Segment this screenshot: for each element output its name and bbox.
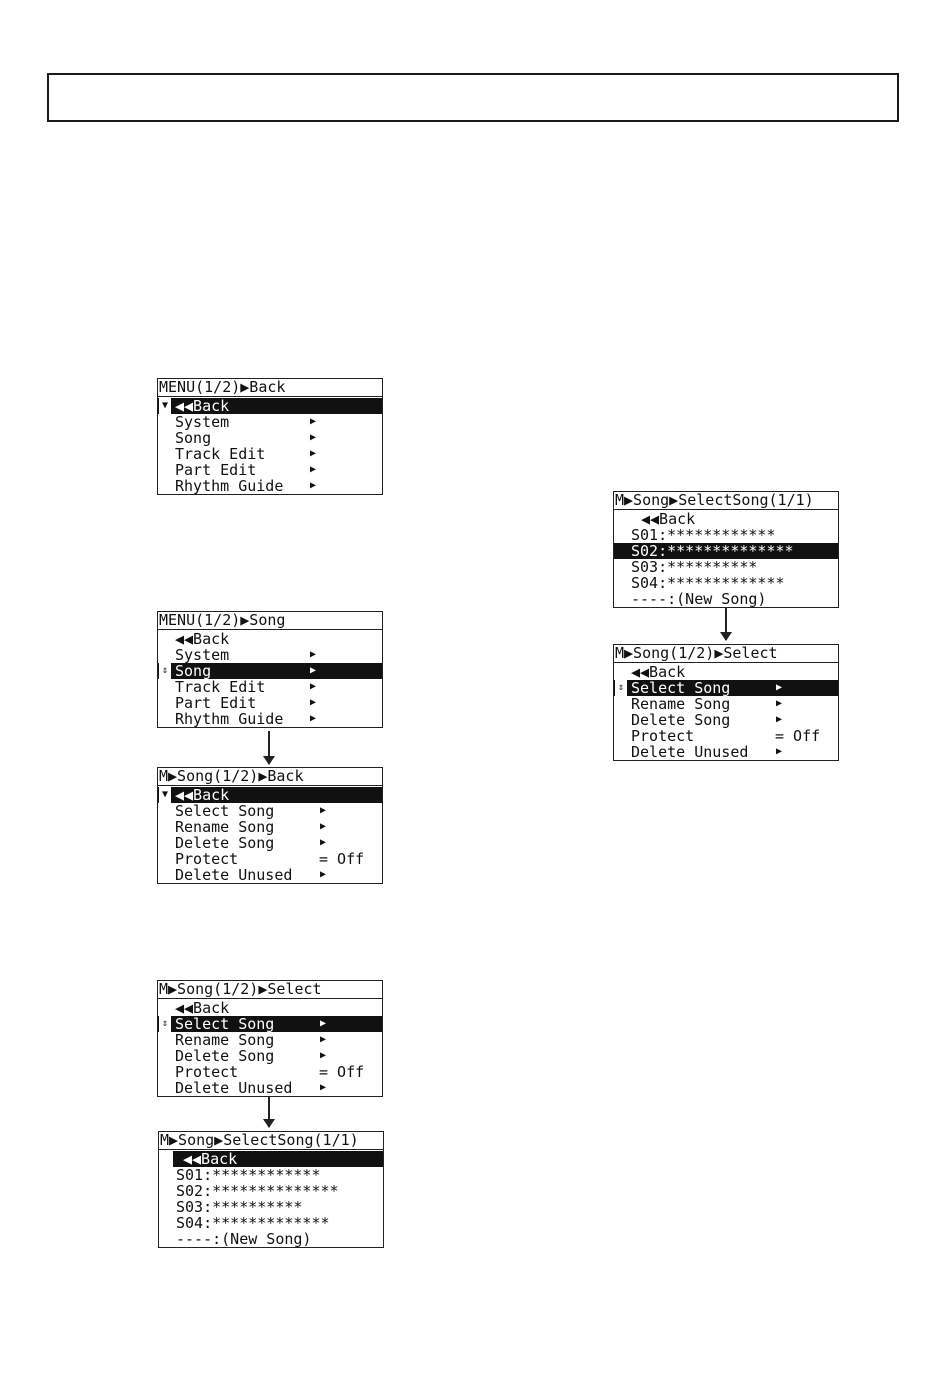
song-item-s03[interactable]	[614, 559, 838, 575]
menu-item-protect[interactable]	[614, 728, 838, 744]
menu-item-label: Rhythm Guide	[175, 711, 284, 727]
menu-item-rhythm-guide[interactable]	[158, 711, 382, 727]
menu-item-label: Part Edit	[175, 462, 257, 478]
submenu-arrow-icon: ▶	[320, 821, 327, 832]
menu-item-label: ◀◀Back	[175, 1000, 230, 1016]
menu-item-label: Select Song	[631, 680, 731, 696]
song-label: S02:**************	[176, 1183, 339, 1199]
menu-item-rename-song[interactable]	[614, 696, 838, 712]
menu-item-delete-song[interactable]	[158, 835, 382, 851]
menu-item-back[interactable]	[158, 787, 382, 803]
menu-item-delete-song[interactable]	[614, 712, 838, 728]
menu-item-label: Delete Unused	[175, 1080, 293, 1096]
lcd-title: M▶Song▶SelectSong(1/1)	[614, 492, 838, 510]
submenu-arrow-icon: ▶	[310, 480, 317, 491]
menu-item-label: Delete Unused	[175, 867, 293, 883]
song-item-s02[interactable]	[614, 543, 838, 559]
menu-item-select-song[interactable]	[158, 1016, 382, 1032]
submenu-arrow-icon: ▶	[320, 869, 327, 880]
protect-value: = Off	[319, 851, 365, 867]
menu-item-label: Delete Song	[175, 1048, 275, 1064]
submenu-arrow-icon: ▶	[776, 714, 783, 725]
cursor-updown-icon: ⇕	[615, 680, 627, 696]
menu-item-system[interactable]	[158, 647, 382, 663]
menu-item-delete-unused[interactable]	[158, 867, 382, 883]
song-item-s02[interactable]	[159, 1183, 383, 1199]
flow-down-arrow	[268, 731, 270, 764]
menu-item-rename-song[interactable]	[158, 1032, 382, 1048]
menu-item-track-edit[interactable]	[158, 679, 382, 695]
flow-down-arrow	[268, 1096, 270, 1127]
song-item-s01[interactable]	[159, 1167, 383, 1183]
menu-item-select-song[interactable]	[614, 680, 838, 696]
menu-item-label: Rename Song	[631, 696, 731, 712]
lcd-screen-select-song-list	[158, 1131, 384, 1248]
submenu-arrow-icon: ▶	[320, 1082, 327, 1093]
lcd-title: MENU(1/2)▶Song	[158, 612, 382, 630]
submenu-arrow-icon: ▶	[320, 837, 327, 848]
song-label: S02:**************	[631, 543, 794, 559]
menu-item-label: Protect	[175, 851, 239, 867]
menu-item-label: Track Edit	[175, 446, 266, 462]
menu-item-delete-unused[interactable]	[158, 1080, 382, 1096]
menu-item-label: Select Song	[175, 803, 275, 819]
submenu-arrow-icon: ▶	[776, 682, 783, 693]
menu-item-part-edit[interactable]	[158, 462, 382, 478]
song-label: S03:**********	[631, 559, 758, 575]
song-label: ----:(New Song)	[176, 1231, 312, 1247]
lcd-title: M▶Song(1/2)▶Back	[158, 768, 382, 786]
menu-item-label: Select Song	[175, 1016, 275, 1032]
menu-item-label: Part Edit	[175, 695, 257, 711]
menu-item-label: Song	[175, 663, 212, 679]
lcd-screen-song-select-right	[613, 644, 839, 761]
menu-item-label: ◀◀Back	[183, 1151, 238, 1167]
menu-item-label: Song	[175, 430, 212, 446]
menu-item-rename-song[interactable]	[158, 819, 382, 835]
cursor-down-icon: ▼	[159, 398, 171, 414]
menu-item-label: System	[175, 414, 230, 430]
menu-item-label: Track Edit	[175, 679, 266, 695]
flow-down-arrow	[725, 608, 727, 640]
song-label: S04:*************	[176, 1215, 330, 1231]
menu-item-label: ◀◀Back	[641, 511, 696, 527]
cursor-updown-icon: ⇕	[159, 1016, 171, 1032]
menu-item-label: ◀◀Back	[631, 664, 686, 680]
menu-item-delete-song[interactable]	[158, 1048, 382, 1064]
lcd-screen-menu-song	[157, 611, 383, 728]
menu-item-label: Protect	[175, 1064, 239, 1080]
submenu-arrow-icon: ▶	[776, 746, 783, 757]
cursor-down-icon: ▼	[159, 787, 171, 803]
submenu-arrow-icon: ▶	[776, 698, 783, 709]
menu-item-label: Rename Song	[175, 1032, 275, 1048]
song-item-new[interactable]	[614, 591, 838, 607]
lcd-title: M▶Song(1/2)▶Select	[158, 981, 382, 999]
menu-item-system[interactable]	[158, 414, 382, 430]
list-item-back[interactable]	[173, 1151, 383, 1167]
menu-item-select-song[interactable]	[158, 803, 382, 819]
section-header-box	[47, 73, 899, 122]
lcd-screen-select-song-s02	[613, 491, 839, 608]
lcd-screen-song-select	[157, 980, 383, 1097]
menu-item-label: System	[175, 647, 230, 663]
menu-item-delete-unused[interactable]	[614, 744, 838, 760]
menu-item-label: Protect	[631, 728, 695, 744]
submenu-arrow-icon: ▶	[310, 464, 317, 475]
menu-item-label: Delete Song	[631, 712, 731, 728]
menu-item-back[interactable]	[158, 398, 382, 414]
menu-item-label: Rhythm Guide	[175, 478, 284, 494]
submenu-arrow-icon: ▶	[320, 1018, 327, 1029]
lcd-title: M▶Song(1/2)▶Select	[614, 645, 838, 663]
song-label: ----:(New Song)	[631, 591, 767, 607]
submenu-arrow-icon: ▶	[320, 1050, 327, 1061]
lcd-screen-song-back	[157, 767, 383, 884]
song-label: S01:************	[631, 527, 776, 543]
menu-item-label: ◀◀Back	[175, 787, 230, 803]
protect-value: = Off	[775, 728, 821, 744]
submenu-arrow-icon: ▶	[310, 448, 317, 459]
menu-item-rhythm-guide[interactable]	[158, 478, 382, 494]
menu-item-part-edit[interactable]	[158, 695, 382, 711]
protect-value: = Off	[319, 1064, 365, 1080]
song-item-s03[interactable]	[159, 1199, 383, 1215]
menu-item-protect[interactable]	[158, 1064, 382, 1080]
song-label: S01:************	[176, 1167, 321, 1183]
menu-item-back[interactable]	[158, 1000, 382, 1016]
submenu-arrow-icon: ▶	[320, 805, 327, 816]
song-label: S04:*************	[631, 575, 785, 591]
menu-item-back[interactable]	[614, 664, 838, 680]
song-label: S03:**********	[176, 1199, 303, 1215]
lcd-title: MENU(1/2)▶Back	[158, 379, 382, 397]
lcd-title: M▶Song▶SelectSong(1/1)	[159, 1132, 383, 1150]
menu-item-label: Delete Song	[175, 835, 275, 851]
submenu-arrow-icon: ▶	[310, 697, 317, 708]
submenu-arrow-icon: ▶	[310, 665, 317, 676]
menu-item-label: ◀◀Back	[175, 398, 230, 414]
submenu-arrow-icon: ▶	[310, 649, 317, 660]
submenu-arrow-icon: ▶	[310, 713, 317, 724]
submenu-arrow-icon: ▶	[310, 416, 317, 427]
menu-item-song[interactable]	[158, 663, 382, 679]
song-item-s04[interactable]	[159, 1215, 383, 1231]
submenu-arrow-icon: ▶	[310, 432, 317, 443]
menu-item-song[interactable]	[158, 430, 382, 446]
menu-item-back[interactable]	[158, 631, 382, 647]
cursor-updown-icon: ⇕	[159, 663, 171, 679]
menu-item-label: ◀◀Back	[175, 631, 230, 647]
list-item-back[interactable]	[614, 511, 838, 527]
song-item-s01[interactable]	[614, 527, 838, 543]
menu-item-label: Delete Unused	[631, 744, 749, 760]
song-item-new[interactable]	[159, 1231, 383, 1247]
menu-item-track-edit[interactable]	[158, 446, 382, 462]
song-item-s04[interactable]	[614, 575, 838, 591]
menu-item-protect[interactable]	[158, 851, 382, 867]
lcd-screen-menu-back	[157, 378, 383, 495]
submenu-arrow-icon: ▶	[310, 681, 317, 692]
menu-item-label: Rename Song	[175, 819, 275, 835]
submenu-arrow-icon: ▶	[320, 1034, 327, 1045]
